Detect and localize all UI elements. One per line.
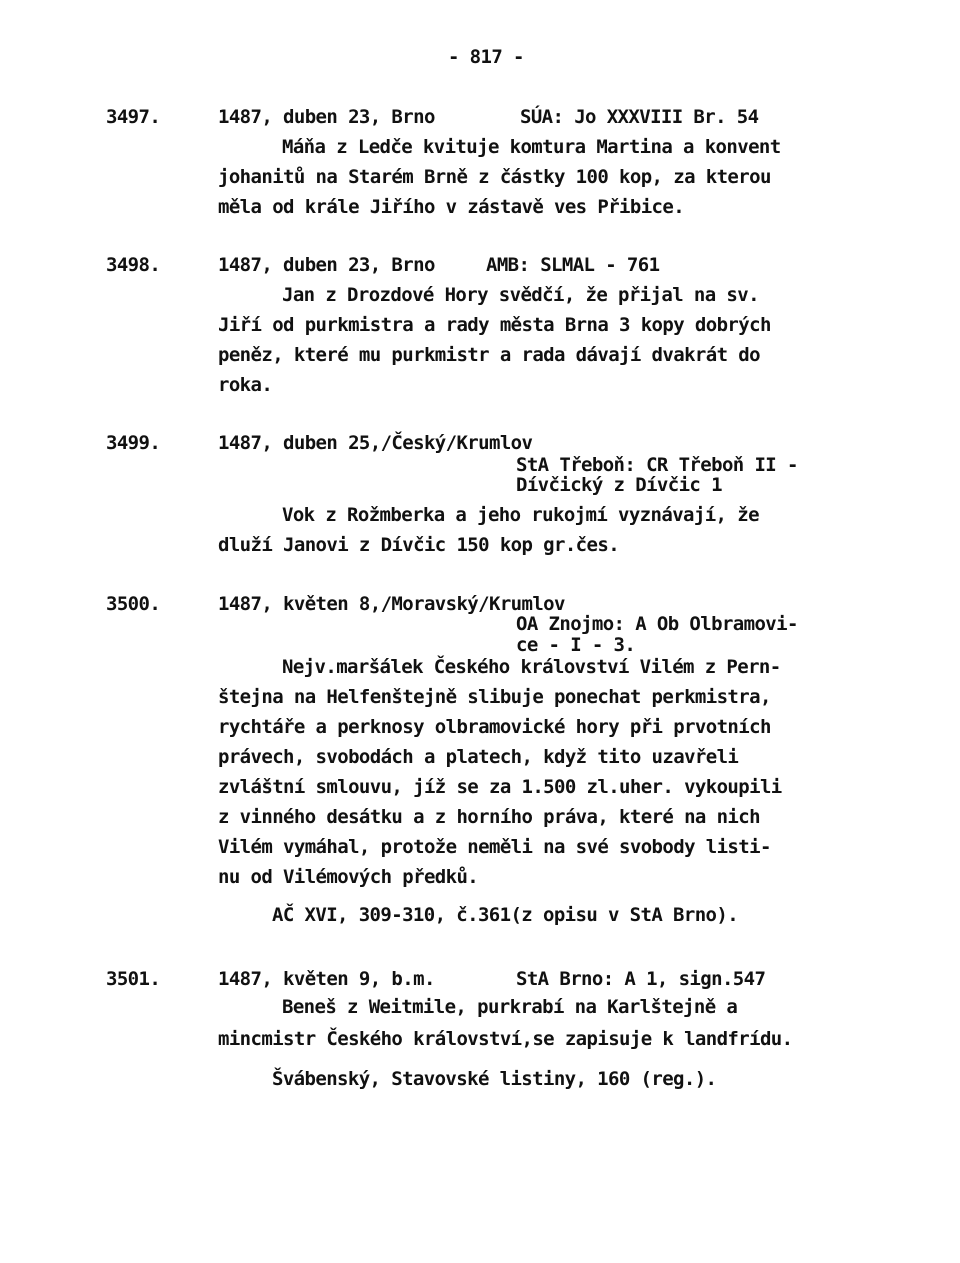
entry-number: 3500. xyxy=(106,593,161,615)
entry-body-line: peněz, které mu purkmistr a rada dávají dvakrát do xyxy=(218,344,760,366)
entry-number: 3498. xyxy=(106,254,161,276)
entry-source: AMB: SLMAL - 761 xyxy=(486,254,660,276)
entry-date-place: 1487, květen 9, b.m. xyxy=(218,968,435,990)
entry-body-line: Máňa z Ledče kvituje komtura Martina a konvent xyxy=(282,136,781,158)
entry-body-line: Beneš z Weitmile, purkrabí na Karlštejně a xyxy=(282,996,738,1018)
entry-date-place: 1487, duben 23, Brno xyxy=(218,106,435,128)
entry-body-line: dluží Janovi z Dívčic 150 kop gr.čes. xyxy=(218,534,620,556)
entry-date-place: 1487, květen 8,/Moravský/Krumlov xyxy=(218,593,565,615)
entry-source: SÚA: Jo XXXVIII Br. 54 xyxy=(520,106,759,128)
entry-body-line: Jiří od purkmistra a rady města Brna 3 kopy dobrých xyxy=(218,314,771,336)
entry-body-line: zvláštní smlouvu, jíž se za 1.500 zl.uher. vykoupili xyxy=(218,776,782,798)
entry-source-line: OA Znojmo: A Ob Olbramovi- xyxy=(516,613,798,635)
entry-date-place: 1487, duben 23, Brno xyxy=(218,254,435,276)
entry-number: 3501. xyxy=(106,968,161,990)
entry-body-line: Jan z Drozdové Hory svědčí, že přijal na sv. xyxy=(282,284,759,306)
entry-source-line: ce - I - 3. xyxy=(516,634,636,656)
entry-number: 3499. xyxy=(106,432,161,454)
entry-body-line: johanitů na Starém Brně z částky 100 kop, za kterou xyxy=(218,166,771,188)
entry-body-line: Vok z Rožmberka a jeho rukojmí vyznávají, že xyxy=(282,504,759,526)
entry-body-line: měla od krále Jiřího v zástavě ves Přibice. xyxy=(218,196,685,218)
entry-body-line: nu od Vilémových předků. xyxy=(218,866,479,888)
entry-number: 3497. xyxy=(106,106,161,128)
entry-body-line: štejna na Helfenštejně slibuje ponechat perkmistra, xyxy=(218,686,771,708)
entry-source-line: Dívčický z Dívčic 1 xyxy=(516,474,722,496)
entry-body-line: z vinného desátku a z horního práva, které na nich xyxy=(218,806,760,828)
entry-body-line: Vilém vymáhal, protože neměli na své svobody listi- xyxy=(218,836,771,858)
entry-body-line: mincmistr Českého království,se zapisuje k landfrídu. xyxy=(218,1028,793,1050)
entry-body-line: roka. xyxy=(218,374,273,396)
entry-date-place: 1487, duben 25,/Český/Krumlov xyxy=(218,432,533,454)
entry-body-line: Nejv.maršálek Českého království Vilém z Pern- xyxy=(282,656,781,678)
page-number: - 817 - xyxy=(448,46,524,68)
entry-body-line: právech, svobodách a platech, když tito uzavřeli xyxy=(218,746,739,768)
entry-reference: Švábenský, Stavovské listiny, 160 (reg.). xyxy=(272,1068,717,1090)
entry-body-line: rychtáře a perknosy olbramovické hory při prvotních xyxy=(218,716,771,738)
entry-source-line: StA Třeboň: CR Třeboň II - xyxy=(516,454,798,476)
entry-reference: AČ XVI, 309-310, č.361(z opisu v StA Brno). xyxy=(272,904,739,926)
entry-source: StA Brno: A 1, sign.547 xyxy=(516,968,766,990)
